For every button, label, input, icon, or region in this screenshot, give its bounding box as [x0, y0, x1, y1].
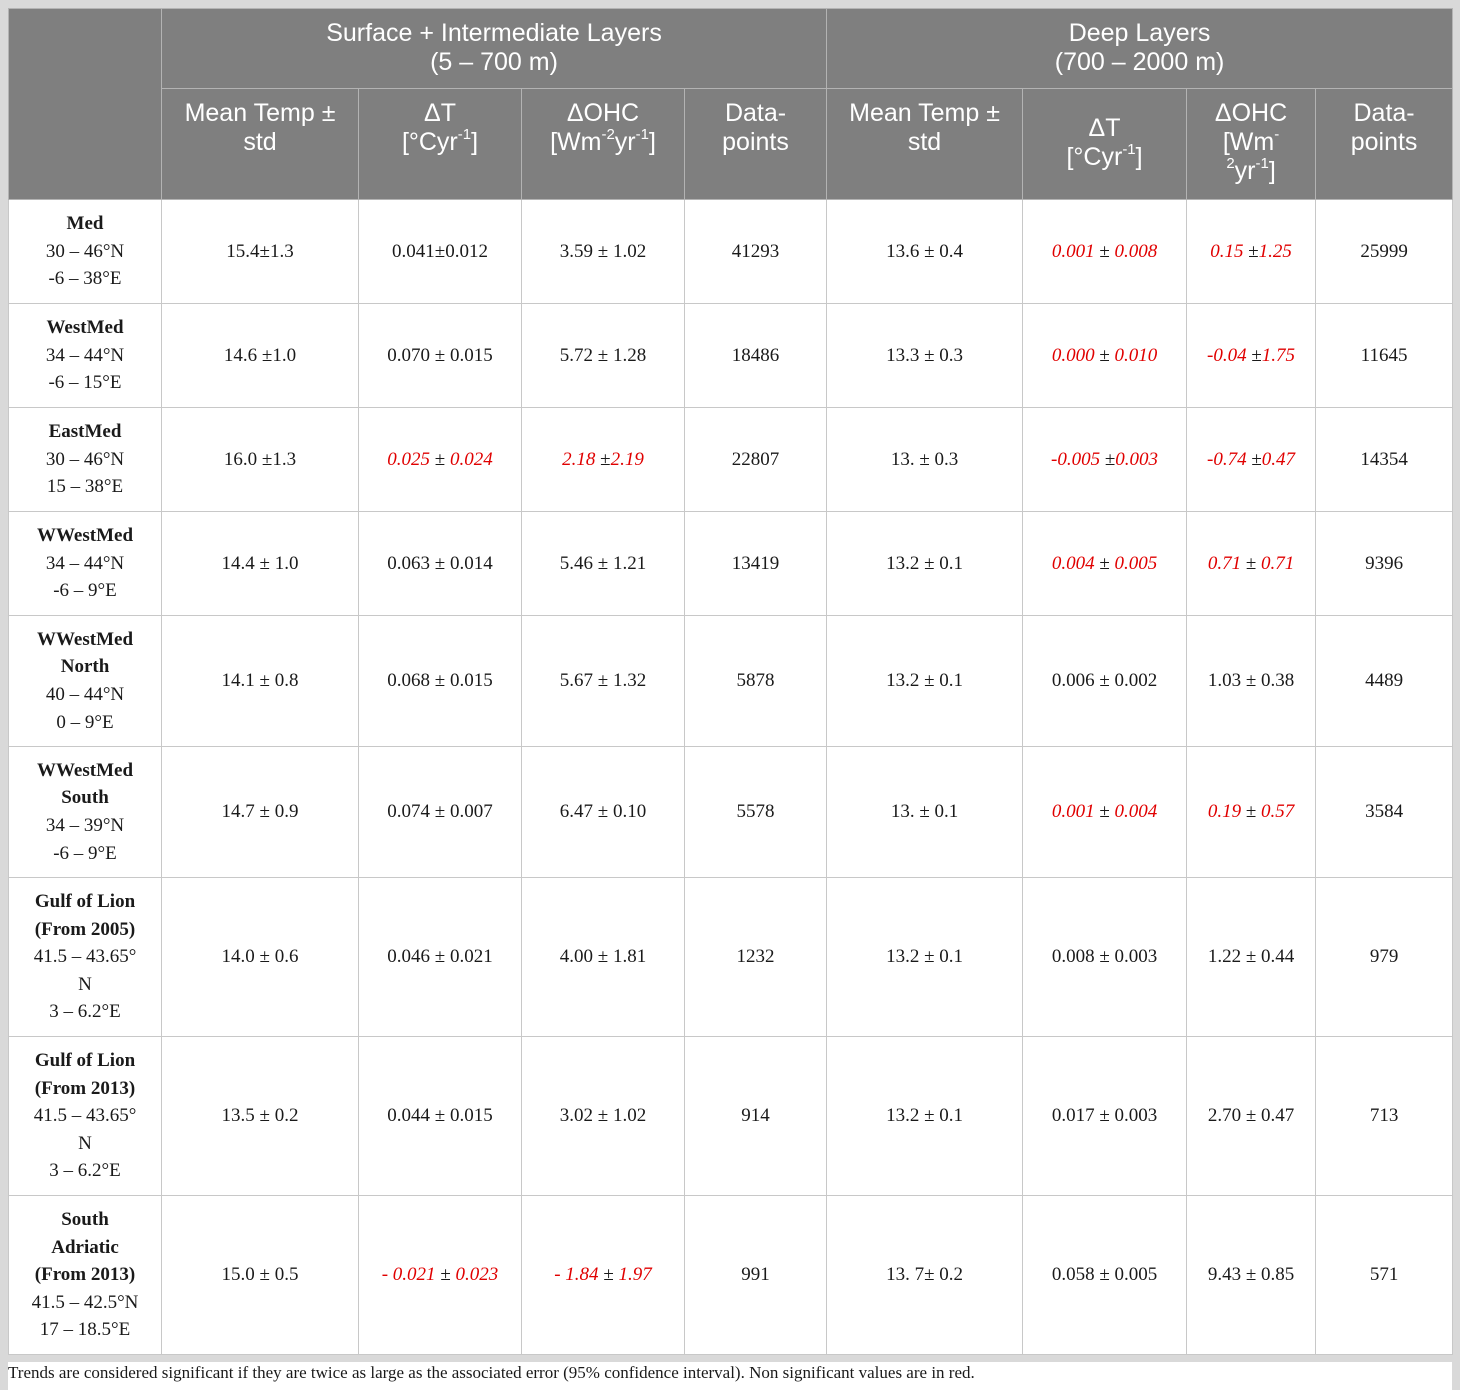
- deep-datapoints-cell: 3584: [1316, 747, 1453, 878]
- trend-value: 0.046: [387, 946, 431, 968]
- region-name: WWestMed: [36, 525, 134, 547]
- trend-value: 4.00: [559, 946, 594, 968]
- region-cell: [9, 878, 162, 1037]
- plus-minus-sign: ±: [1241, 1264, 1262, 1286]
- trend-value: 0.19: [1207, 801, 1242, 823]
- deep-dohc-cell: [1187, 747, 1316, 878]
- region-coords: 17 – 18.5°E: [39, 1319, 131, 1341]
- dt-label: ΔT: [1088, 114, 1121, 142]
- deep-dt-cell: [1023, 304, 1187, 408]
- surface-dohc-cell: [522, 408, 685, 512]
- table-row: [9, 878, 1453, 1037]
- trend-value: 2.18: [562, 448, 596, 470]
- plus-minus-sign: ±: [430, 670, 450, 692]
- surface-dt-cell: [359, 1196, 522, 1355]
- plus-minus-sign: ±: [1241, 1105, 1262, 1127]
- region-cell: [9, 512, 162, 616]
- trend-value: 0.006: [1051, 670, 1095, 692]
- trend-error: 0.005: [1114, 1264, 1158, 1286]
- plus-minus-sign: ±: [593, 344, 613, 366]
- dohc-unit-close: ]: [1268, 157, 1276, 185]
- region-name: (From 2005): [34, 918, 136, 940]
- trend-value: 0.15: [1210, 240, 1244, 262]
- trend-value: 0.041: [392, 240, 435, 262]
- deep-datapoints-cell: 4489: [1316, 616, 1453, 747]
- table-footnote: Trends are considered significant if they are twice as large as the associated error (95% confidence interval). Non significant values are in red.: [8, 1362, 1452, 1390]
- deep-datapoints-cell: 11645: [1316, 304, 1453, 408]
- region-cell: [9, 408, 162, 512]
- region-name: South: [61, 787, 109, 809]
- region-coords: 3 – 6.2°E: [49, 1001, 121, 1023]
- trend-error: 0.014: [449, 552, 493, 574]
- trend-value: 5.67: [559, 670, 594, 692]
- trend-error: 0.003: [1114, 1105, 1158, 1127]
- trend-value: 1.22: [1207, 946, 1242, 968]
- trend-value: 5.72: [559, 344, 594, 366]
- trend-error: 0.85: [1261, 1264, 1295, 1286]
- plus-minus-sign: ±: [1094, 1264, 1115, 1286]
- trend-value: - 1.84: [554, 1264, 599, 1286]
- dt-unit-close: ]: [1135, 143, 1143, 171]
- trend-value: 0.074: [387, 801, 431, 823]
- surface-dohc-cell: [522, 616, 685, 747]
- deep-dt-cell: [1023, 1196, 1187, 1355]
- surface-dohc-header: [522, 89, 685, 200]
- deep-mean-temp-cell: 13.2 ± 0.1: [827, 878, 1023, 1037]
- region-name: (From 2013): [34, 1077, 136, 1099]
- dohc-unit-exponent1: -2: [601, 125, 615, 143]
- trend-value: 0.068: [387, 670, 431, 692]
- trend-value: 3.59: [559, 240, 594, 262]
- deep-datapoints-cell: 571: [1316, 1196, 1453, 1355]
- corner-header-cell: [9, 9, 162, 200]
- region-coords: 34 – 44°N: [45, 344, 125, 366]
- region-coords: 41.5 – 43.65°: [33, 946, 137, 968]
- trend-error: 1.02: [612, 1105, 647, 1127]
- plus-minus-sign: ±: [1100, 448, 1116, 470]
- region-coords: 30 – 46°N: [45, 240, 125, 262]
- region-coords: -6 – 15°E: [48, 372, 122, 394]
- trend-value: 0.008: [1051, 946, 1095, 968]
- trend-value: 0.001: [1051, 801, 1095, 823]
- ohc-trends-table: [8, 8, 1453, 1355]
- trend-value: - 0.021: [381, 1264, 436, 1286]
- region-name: Med: [66, 213, 104, 235]
- region-name: (From 2013): [34, 1264, 136, 1286]
- surface-dt-cell: [359, 200, 522, 304]
- trend-error: 0.71: [1261, 552, 1295, 574]
- table-row: [9, 408, 1453, 512]
- trend-error: 0.38: [1261, 670, 1295, 692]
- trend-error: 0.002: [1114, 670, 1158, 692]
- surface-dohc-cell: [522, 747, 685, 878]
- plus-minus-sign: ±: [598, 1264, 619, 1286]
- trend-value: 3.02: [559, 1105, 594, 1127]
- plus-minus-sign: ±: [593, 670, 613, 692]
- trend-error: 1.25: [1258, 240, 1292, 262]
- dohc-unit-exponent2: -1: [1255, 154, 1269, 172]
- dt-unit-exponent: -1: [1122, 140, 1136, 158]
- region-name: WestMed: [46, 317, 124, 339]
- deep-mean-temp-cell: 13.2 ± 0.1: [827, 616, 1023, 747]
- dohc-label: ΔOHC: [566, 99, 640, 127]
- surface-dohc-cell: [522, 512, 685, 616]
- deep-datapoints-header: [1316, 89, 1453, 200]
- trend-value: 0.070: [387, 344, 431, 366]
- trend-error: 0.012: [445, 240, 488, 262]
- table-row: [9, 747, 1453, 878]
- trend-error: 0.003: [1114, 946, 1158, 968]
- plus-minus-sign: ±: [1241, 670, 1262, 692]
- surface-datapoints-cell: 1232: [685, 878, 827, 1037]
- surface-mean-temp-cell: 15.4±1.3: [162, 200, 359, 304]
- deep-datapoints-cell: 979: [1316, 878, 1453, 1037]
- surface-datapoints-cell: 22807: [685, 408, 827, 512]
- table-row: [9, 1196, 1453, 1355]
- plus-minus-sign: ±: [1094, 670, 1115, 692]
- surface-dohc-cell: [522, 1196, 685, 1355]
- surface-datapoints-cell: 5578: [685, 747, 827, 878]
- table-row: [9, 1037, 1453, 1196]
- trend-value: 0.000: [1051, 344, 1095, 366]
- deep-mean-temp-cell: 13. ± 0.3: [827, 408, 1023, 512]
- deep-mean-temp-cell: 13.2 ± 0.1: [827, 1037, 1023, 1196]
- datapoints-label1: Data-: [724, 99, 787, 127]
- trend-error: 0.57: [1261, 801, 1295, 823]
- plus-minus-sign: ±: [1094, 946, 1115, 968]
- deep-dohc-cell: [1187, 616, 1316, 747]
- plus-minus-sign: ±: [430, 344, 450, 366]
- surface-mean-temp-cell: 14.4 ± 1.0: [162, 512, 359, 616]
- datapoints-label1: Data-: [1353, 99, 1415, 127]
- plus-minus-sign: ±: [430, 801, 450, 823]
- deep-datapoints-cell: 9396: [1316, 512, 1453, 616]
- dt-unit: [°Cyr: [1066, 143, 1123, 171]
- plus-minus-sign: ±: [430, 1105, 450, 1127]
- trend-value: 2.70: [1207, 1105, 1242, 1127]
- trend-error: 1.21: [612, 552, 647, 574]
- trend-value: -0.04: [1207, 344, 1247, 366]
- plus-minus-sign: ±: [593, 946, 613, 968]
- mean-temp-std-label: std: [243, 128, 277, 156]
- dohc-unit-yr: yr: [1234, 157, 1256, 185]
- region-coords: 41.5 – 43.65°: [33, 1105, 137, 1127]
- surface-layers-header: [162, 9, 827, 89]
- surface-mean-temp-cell: 14.1 ± 0.8: [162, 616, 359, 747]
- surface-dt-cell: [359, 512, 522, 616]
- trend-value: -0.005: [1051, 448, 1101, 470]
- trend-error: 0.007: [449, 801, 493, 823]
- trend-error: 0.47: [1261, 448, 1296, 470]
- surface-header-line1: Surface + Intermediate Layers: [326, 19, 662, 47]
- region-cell: [9, 747, 162, 878]
- plus-minus-sign: ±: [434, 240, 446, 262]
- dt-label: ΔT: [424, 99, 456, 127]
- dohc-label: ΔOHC: [1214, 99, 1288, 127]
- table-row: [9, 200, 1453, 304]
- trend-value: 0.058: [1051, 1264, 1095, 1286]
- region-cell: [9, 616, 162, 747]
- plus-minus-sign: ±: [1241, 946, 1262, 968]
- trend-error: 0.005: [1114, 552, 1158, 574]
- trend-error: 1.28: [612, 344, 647, 366]
- surface-mean-temp-cell: 13.5 ± 0.2: [162, 1037, 359, 1196]
- trend-error: 0.024: [449, 448, 493, 470]
- trend-value: -0.74: [1207, 448, 1247, 470]
- dohc-unit-yr: yr: [614, 128, 636, 156]
- dohc-unit-exponent1: -: [1274, 125, 1280, 143]
- trend-error: 0.004: [1114, 801, 1158, 823]
- region-coords: -6 – 9°E: [53, 842, 117, 864]
- deep-dt-cell: [1023, 616, 1187, 747]
- trend-error: 0.003: [1115, 448, 1159, 470]
- deep-dt-header: [1023, 89, 1187, 200]
- trend-value: 0.017: [1051, 1105, 1095, 1127]
- region-coords: -6 – 9°E: [53, 580, 117, 602]
- deep-dohc-header: [1187, 89, 1316, 200]
- deep-dt-cell: [1023, 1037, 1187, 1196]
- surface-dt-cell: [359, 304, 522, 408]
- dt-unit-close: ]: [471, 128, 479, 156]
- plus-minus-sign: ±: [1094, 552, 1115, 574]
- region-name: WWestMed: [36, 628, 134, 650]
- trend-value: 6.47: [559, 801, 594, 823]
- surface-dt-header: [359, 89, 522, 200]
- deep-datapoints-cell: 14354: [1316, 408, 1453, 512]
- surface-dohc-cell: [522, 878, 685, 1037]
- trend-value: 0.71: [1207, 552, 1242, 574]
- surface-datapoints-cell: 13419: [685, 512, 827, 616]
- surface-datapoints-cell: 41293: [685, 200, 827, 304]
- surface-dt-cell: [359, 408, 522, 512]
- plus-minus-sign: ±: [430, 552, 450, 574]
- deep-dt-cell: [1023, 878, 1187, 1037]
- deep-dohc-cell: [1187, 878, 1316, 1037]
- deep-dt-cell: [1023, 747, 1187, 878]
- deep-dohc-cell: [1187, 408, 1316, 512]
- plus-minus-sign: ±: [1246, 448, 1262, 470]
- trend-error: 1.97: [618, 1264, 652, 1286]
- deep-dohc-cell: [1187, 304, 1316, 408]
- region-name: Adriatic: [51, 1236, 119, 1258]
- dohc-unit-exponent1b: 2: [1226, 154, 1235, 172]
- region-name: WWestMed: [36, 759, 134, 781]
- deep-header-line2: (700 – 2000 m): [1054, 48, 1225, 76]
- plus-minus-sign: ±: [430, 448, 450, 470]
- dohc-unit: [Wm: [1222, 128, 1275, 156]
- deep-mean-temp-cell: 13.3 ± 0.3: [827, 304, 1023, 408]
- mean-temp-label: Mean Temp ±: [184, 99, 336, 127]
- surface-dt-cell: [359, 616, 522, 747]
- deep-mean-temp-header: [827, 89, 1023, 200]
- plus-minus-sign: ±: [1094, 344, 1115, 366]
- trend-error: 1.81: [612, 946, 647, 968]
- dohc-unit-close: ]: [648, 128, 656, 156]
- dt-unit-exponent: -1: [457, 125, 472, 143]
- dohc-unit-exponent2: -1: [635, 125, 649, 143]
- surface-mean-temp-cell: 16.0 ±1.3: [162, 408, 359, 512]
- plus-minus-sign: ±: [593, 801, 613, 823]
- region-cell: [9, 1037, 162, 1196]
- deep-header-line1: Deep Layers: [1068, 19, 1211, 47]
- deep-dt-cell: [1023, 408, 1187, 512]
- deep-dohc-cell: [1187, 512, 1316, 616]
- table-row: [9, 616, 1453, 747]
- plus-minus-sign: ±: [430, 946, 450, 968]
- deep-dt-cell: [1023, 512, 1187, 616]
- plus-minus-sign: ±: [435, 1264, 456, 1286]
- trend-error: 0.010: [1114, 344, 1158, 366]
- region-name: South: [61, 1209, 109, 1231]
- region-coords: 0 – 9°E: [56, 711, 114, 733]
- trend-value: 0.001: [1051, 240, 1095, 262]
- deep-dohc-cell: [1187, 200, 1316, 304]
- region-name: Gulf of Lion: [34, 891, 136, 913]
- deep-mean-temp-cell: 13.2 ± 0.1: [827, 512, 1023, 616]
- deep-mean-temp-cell: 13. 7± 0.2: [827, 1196, 1023, 1355]
- plus-minus-sign: ±: [593, 552, 613, 574]
- plus-minus-sign: ±: [1246, 344, 1262, 366]
- deep-dohc-cell: [1187, 1196, 1316, 1355]
- region-coords: 34 – 39°N: [45, 815, 125, 836]
- table-body: [9, 200, 1453, 1355]
- plus-minus-sign: ±: [593, 240, 613, 262]
- plus-minus-sign: ±: [1241, 552, 1262, 574]
- region-name: EastMed: [48, 421, 122, 443]
- plus-minus-sign: ±: [1243, 240, 1259, 262]
- trend-error: 2.19: [610, 448, 644, 470]
- trend-value: 0.063: [387, 552, 431, 574]
- trend-error: 0.021: [449, 946, 493, 968]
- plus-minus-sign: ±: [593, 1105, 613, 1127]
- surface-dt-cell: [359, 878, 522, 1037]
- plus-minus-sign: ±: [1241, 801, 1262, 823]
- trend-value: 1.03: [1207, 670, 1242, 692]
- trend-value: 0.025: [387, 448, 431, 470]
- surface-datapoints-cell: 5878: [685, 616, 827, 747]
- surface-mean-temp-cell: 15.0 ± 0.5: [162, 1196, 359, 1355]
- trend-error: 0.47: [1261, 1105, 1295, 1127]
- trend-error: 0.015: [449, 344, 493, 366]
- mean-temp-std-label: std: [907, 128, 942, 156]
- surface-dt-cell: [359, 1037, 522, 1196]
- surface-datapoints-cell: 991: [685, 1196, 827, 1355]
- region-coords: 40 – 44°N: [45, 684, 125, 705]
- trend-error: 0.44: [1261, 946, 1295, 968]
- region-coords: -6 – 38°E: [48, 268, 122, 290]
- trend-value: 0.044: [387, 1105, 431, 1127]
- surface-datapoints-header: [685, 89, 827, 200]
- plus-minus-sign: ±: [1094, 801, 1115, 823]
- deep-datapoints-cell: 25999: [1316, 200, 1453, 304]
- deep-dt-cell: [1023, 200, 1187, 304]
- trend-error: 0.015: [449, 1105, 493, 1127]
- region-coords: N: [78, 1132, 92, 1154]
- region-coords: 3 – 6.2°E: [49, 1160, 121, 1182]
- table-row: [9, 512, 1453, 616]
- surface-mean-temp-cell: 14.7 ± 0.9: [162, 747, 359, 878]
- trend-value: 9.43: [1207, 1264, 1242, 1286]
- mean-temp-label: Mean Temp ±: [849, 99, 1000, 127]
- deep-mean-temp-cell: 13. ± 0.1: [827, 747, 1023, 878]
- region-coords: 15 – 38°E: [46, 476, 124, 498]
- trend-value: 0.004: [1051, 552, 1095, 574]
- region-name: North: [60, 656, 110, 678]
- datapoints-label2: points: [1350, 128, 1418, 156]
- surface-header-line2: (5 – 700 m): [430, 48, 558, 76]
- surface-dohc-cell: [522, 200, 685, 304]
- region-coords: 30 – 46°N: [45, 448, 125, 470]
- dohc-unit: [Wm: [550, 128, 602, 156]
- trend-error: 1.75: [1261, 344, 1296, 366]
- region-cell: [9, 304, 162, 408]
- region-cell: [9, 200, 162, 304]
- trend-error: 0.10: [612, 801, 647, 823]
- deep-datapoints-cell: 713: [1316, 1037, 1453, 1196]
- trend-error: 1.02: [612, 240, 647, 262]
- plus-minus-sign: ±: [1094, 1105, 1115, 1127]
- surface-mean-temp-header: [162, 89, 359, 200]
- surface-datapoints-cell: 18486: [685, 304, 827, 408]
- deep-dohc-cell: [1187, 1037, 1316, 1196]
- trend-error: 0.023: [455, 1264, 499, 1286]
- surface-datapoints-cell: 914: [685, 1037, 827, 1196]
- deep-mean-temp-cell: 13.6 ± 0.4: [827, 200, 1023, 304]
- table-row: [9, 304, 1453, 408]
- trend-error: 0.015: [449, 670, 493, 692]
- surface-mean-temp-cell: 14.6 ±1.0: [162, 304, 359, 408]
- surface-dt-cell: [359, 747, 522, 878]
- trend-value: 5.46: [559, 552, 594, 574]
- trend-error: 0.008: [1114, 240, 1158, 262]
- surface-dohc-cell: [522, 304, 685, 408]
- trend-error: 1.32: [612, 670, 647, 692]
- region-coords: 41.5 – 42.5°N: [31, 1291, 139, 1313]
- plus-minus-sign: ±: [1094, 240, 1115, 262]
- deep-layers-header: [827, 9, 1453, 89]
- datapoints-label2: points: [722, 128, 789, 156]
- region-name: Gulf of Lion: [34, 1050, 136, 1072]
- region-coords: 34 – 44°N: [45, 552, 125, 574]
- region-coords: N: [78, 973, 92, 995]
- region-cell: [9, 1196, 162, 1355]
- dt-unit: [°Cyr: [401, 128, 458, 156]
- surface-mean-temp-cell: 14.0 ± 0.6: [162, 878, 359, 1037]
- surface-dohc-cell: [522, 1037, 685, 1196]
- plus-minus-sign: ±: [595, 448, 611, 470]
